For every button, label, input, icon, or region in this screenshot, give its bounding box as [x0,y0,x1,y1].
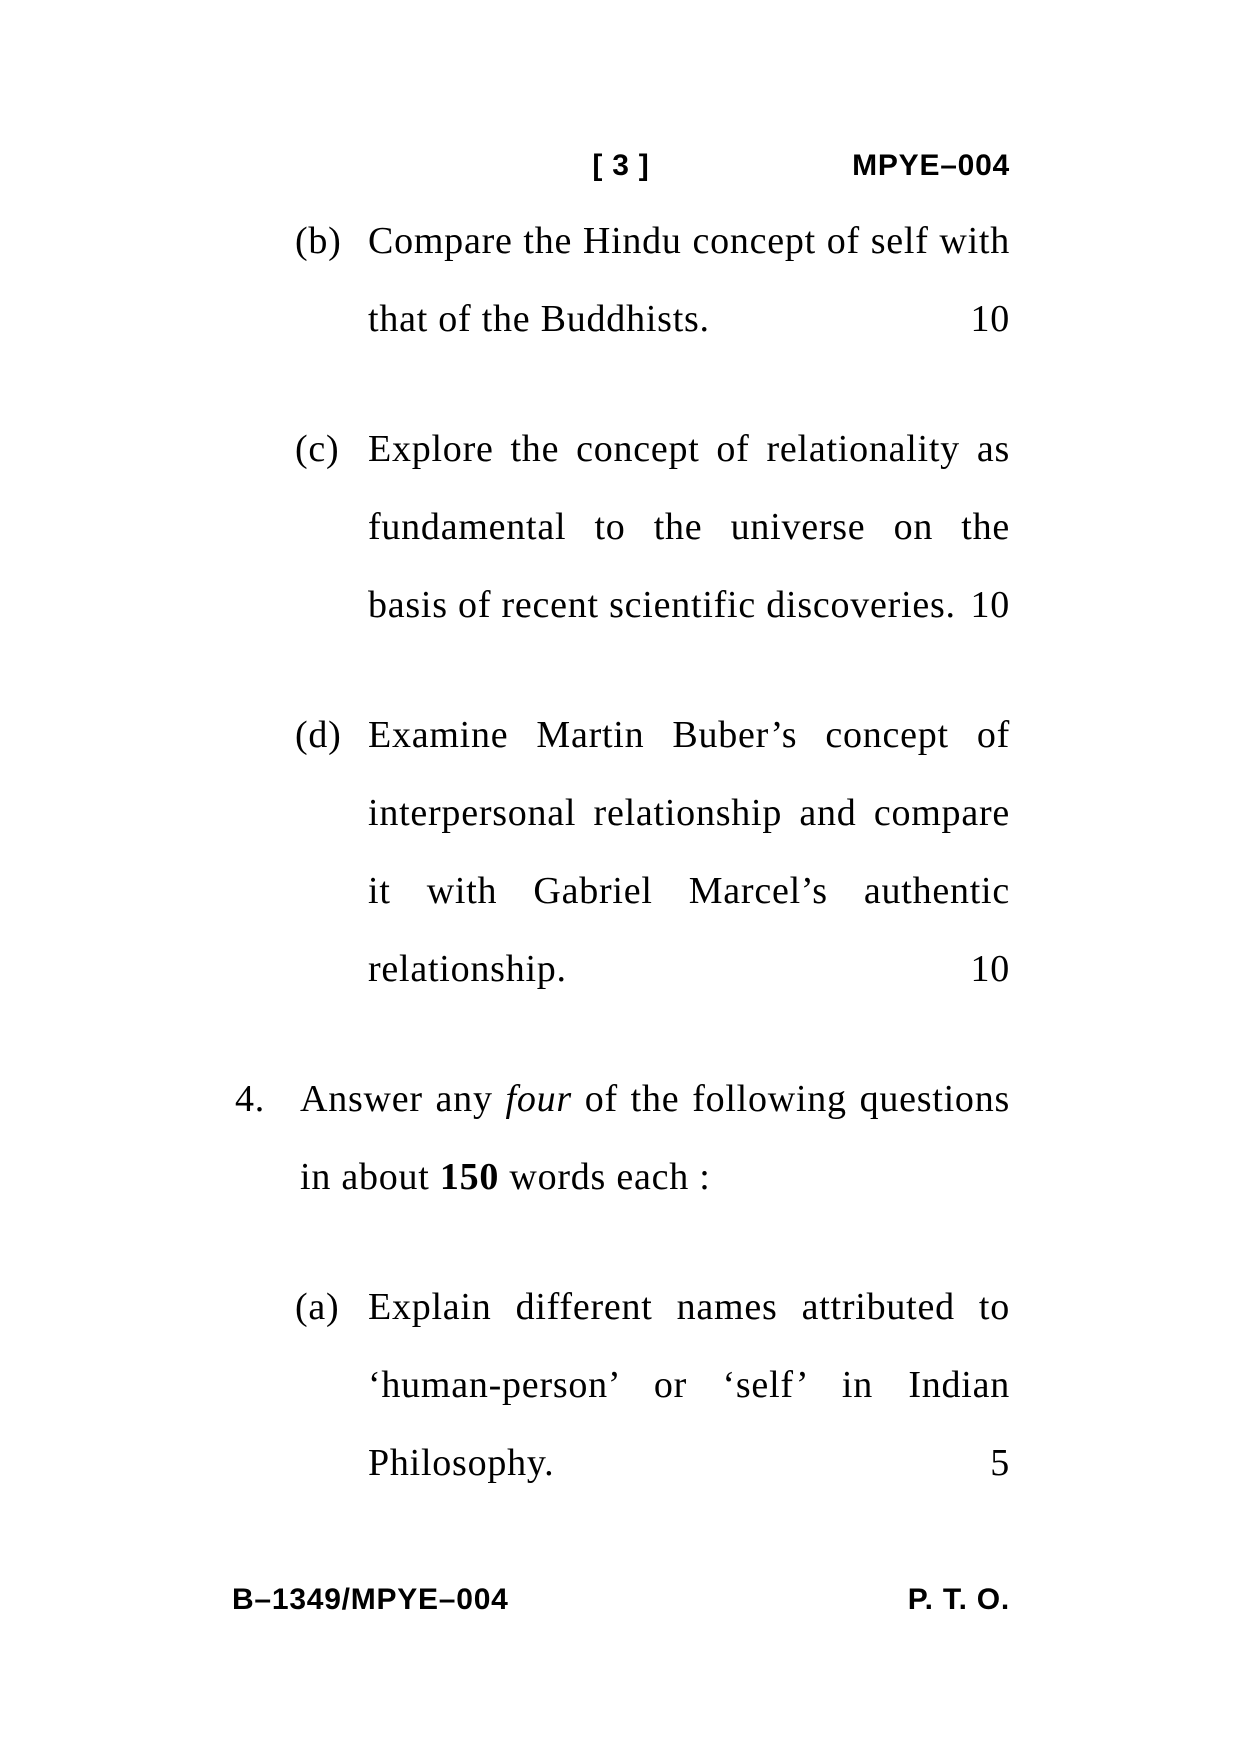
question-last-line [368,566,1010,644]
paper-code: MPYE–004 [852,149,1010,182]
question-line-text: of the following questions [571,1078,1010,1120]
marks-value: 5 [990,1442,1010,1484]
question-line: ‘human-person’ or ‘self’ in Indian [368,1364,1010,1406]
question-line: fundamental to the universe on the [368,506,1010,548]
question-body [368,202,1010,358]
question-item-a [295,1268,1010,1502]
question-line-text: Philosophy. [368,1442,555,1484]
footer-paper-ref: B–1349/MPYE–004 [232,1583,509,1616]
question-label: (a) [295,1286,340,1328]
marks-value: 10 [970,298,1010,340]
page-footer [232,1582,1010,1618]
question-last-line [368,930,1010,1008]
emphasized-word: four [505,1078,572,1120]
question-line: it with Gabriel Marcel’s authentic [368,870,1010,912]
question-body [368,696,1010,1008]
question-line-text: in about [300,1156,440,1198]
question-line-text: words each : [499,1156,711,1198]
question-last-line [368,280,1010,358]
question-item-c [295,410,1010,644]
question-line-text: basis of recent scientific discoveries. [368,584,956,626]
question-last-line [368,1424,1010,1502]
question-body [300,1060,1010,1216]
question-label: (c) [295,428,340,470]
question-item-b [295,202,1010,358]
question-line [300,1138,1010,1216]
question-label: (b) [295,220,342,262]
question-line: Compare the Hindu concept of self with [368,220,1010,262]
question-number: 4. [235,1078,266,1120]
question-label: (d) [295,714,342,756]
question-line: Explore the concept of relationality as [368,428,1010,470]
question-line-text: Answer any [300,1078,506,1120]
question-line: interpersonal relationship and compare [368,792,1010,834]
question-body [368,1268,1010,1502]
question-item-d [295,696,1010,1008]
marks-value: 10 [970,948,1010,990]
question-body [368,410,1010,644]
footer-pto: P. T. O. [907,1583,1010,1616]
bold-word-count: 150 [439,1156,500,1198]
question-item-4 [235,1060,1010,1216]
page-number: [ 3 ] [592,149,650,182]
marks-value: 10 [970,584,1010,626]
question-line [300,1060,1010,1138]
question-list [232,202,1010,1502]
question-line: Examine Martin Buber’s concept of [368,714,1010,756]
question-line-text: relationship. [368,948,567,990]
question-line: Explain different names attributed to [368,1286,1010,1328]
question-line-text: that of the Buddhists. [368,298,710,340]
